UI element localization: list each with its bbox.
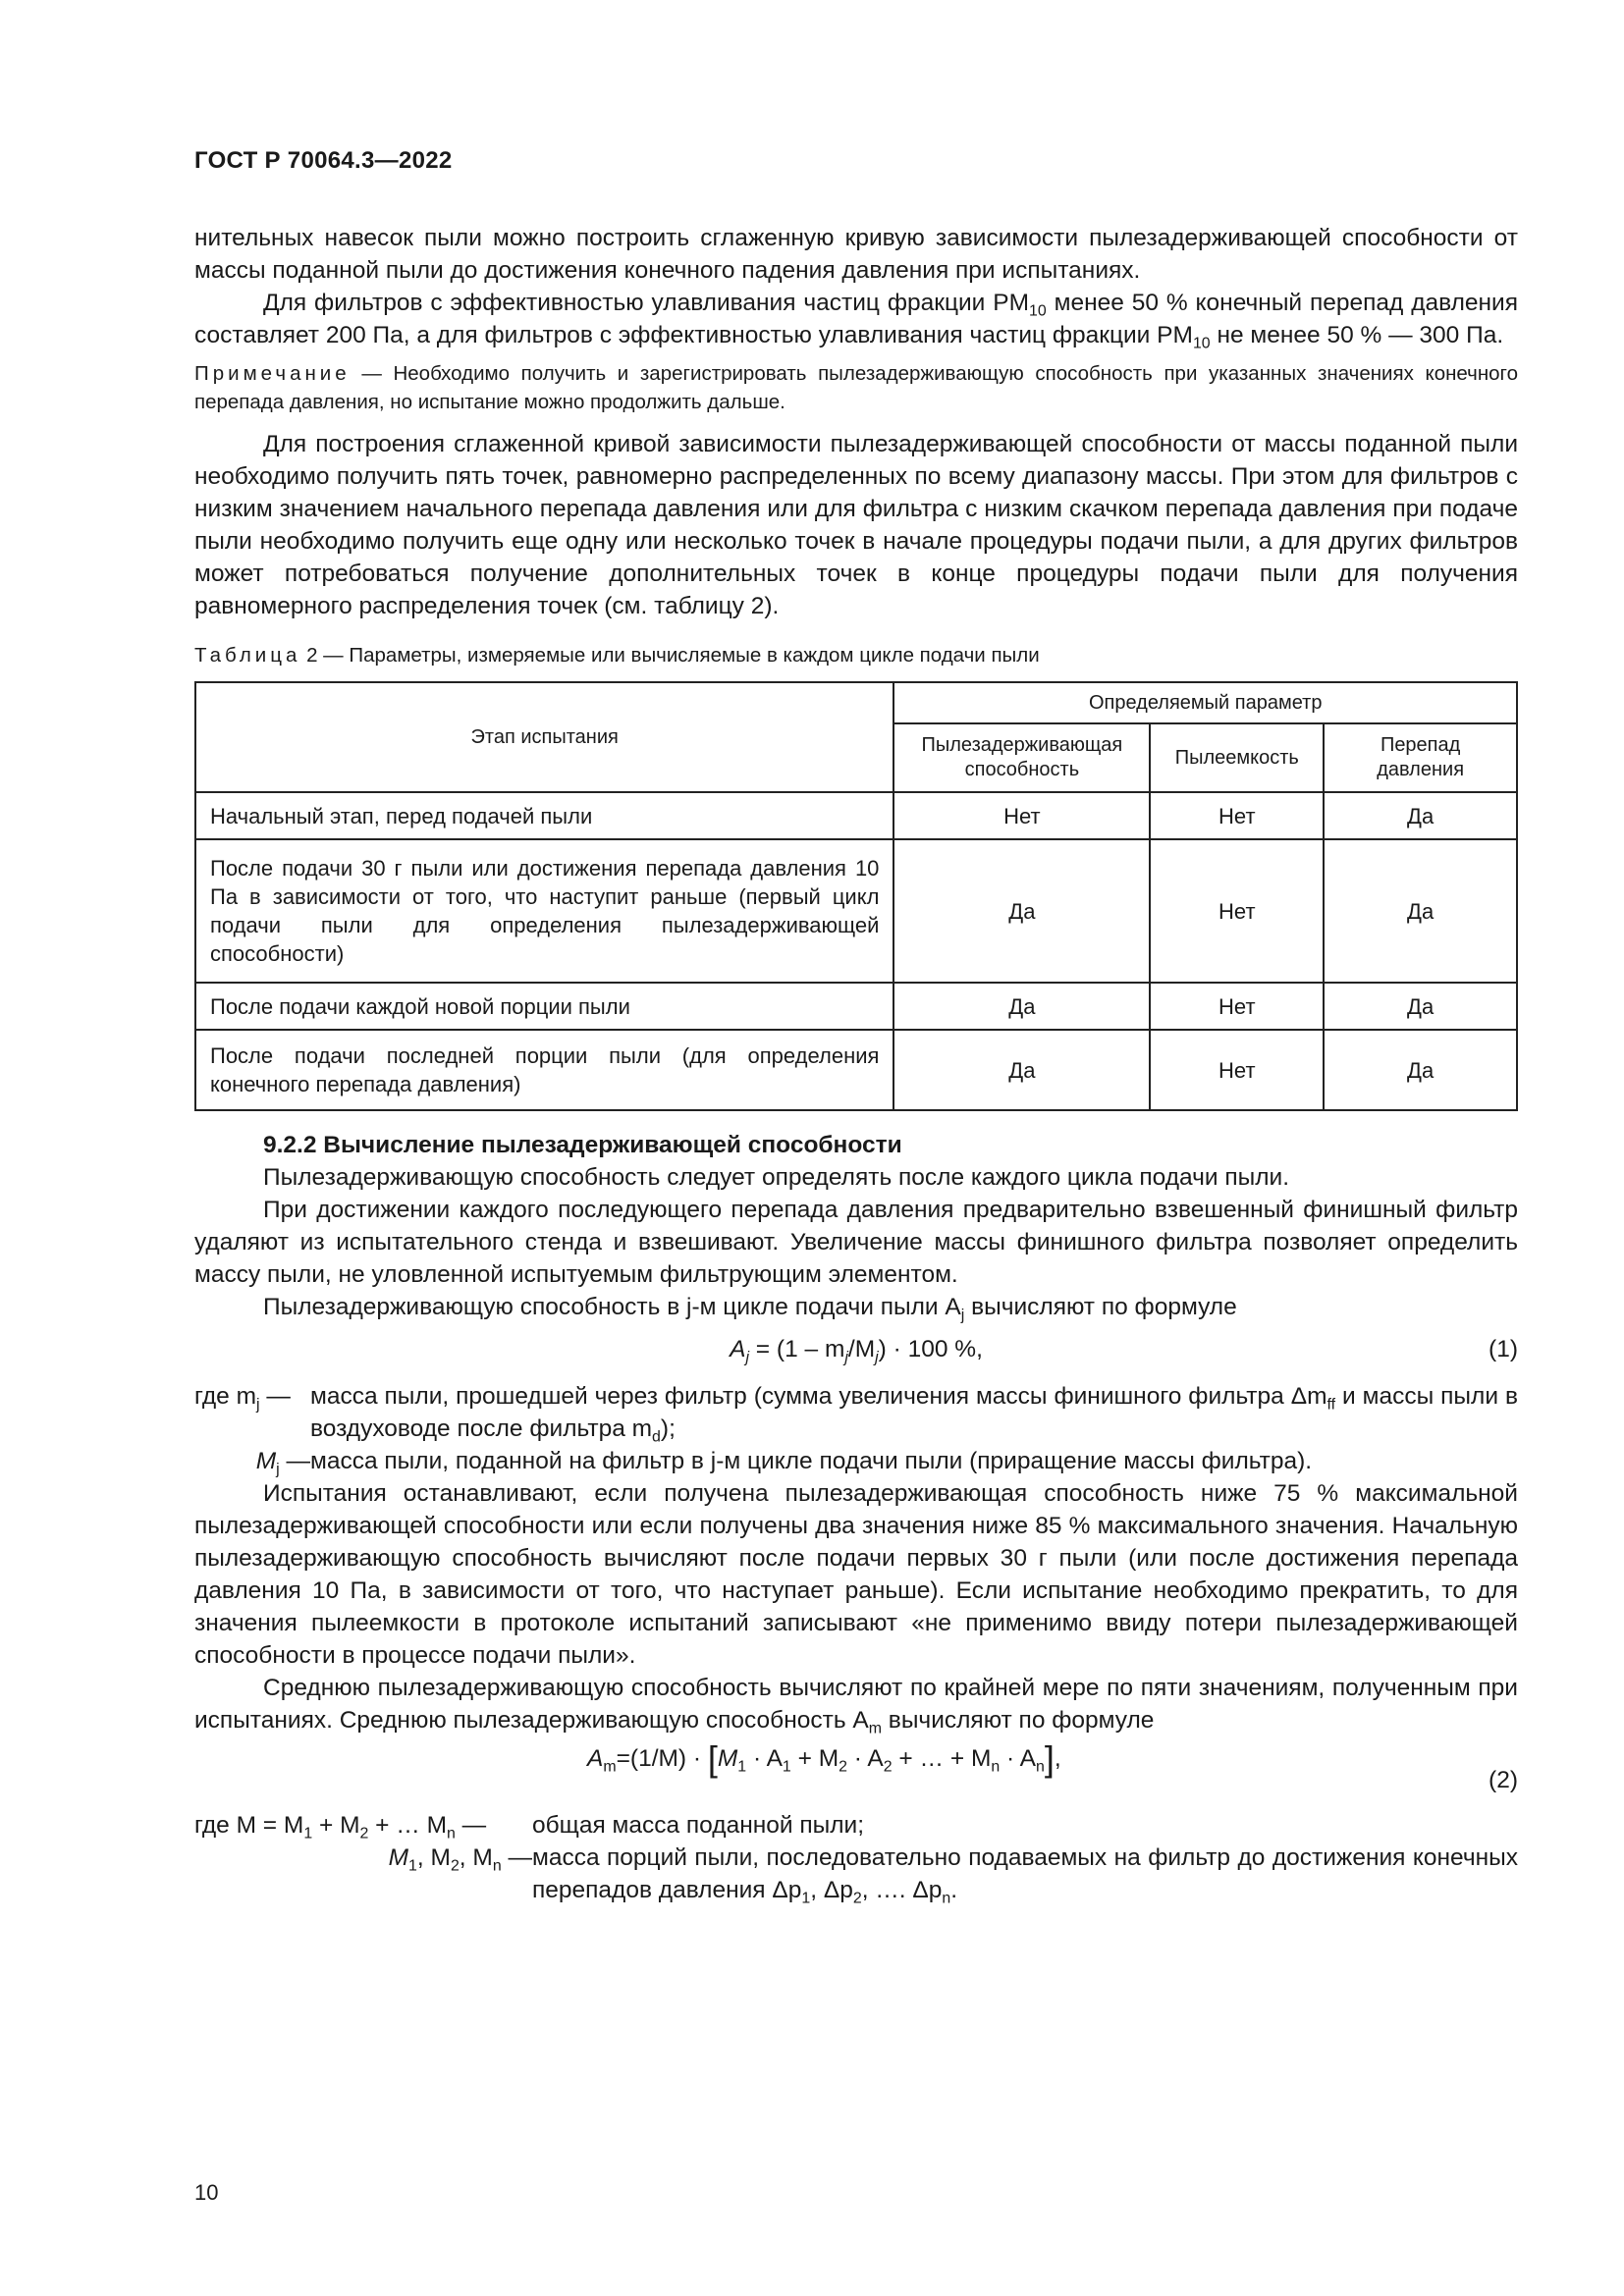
paragraph-formula2-intro: Среднюю пылезадерживающую способность вычисляют по крайней мере по пяти значениям, полученным при испытаниях. Среднюю пылезадерживающую способность $A_m$ вычисляют по формуле [194,1675,1518,1737]
text-flow [194,222,1518,1906]
paragraph-final-pressure: Для фильтров с эффективностью улавливания частиц фракции $PM_{10}$ менее 50 % конечный перепад давления составляет 200 Па, а для фильтров с эффективностью улавливания частиц фракции $PM_{10}$ не менее 50 % — 300 Па. [194,290,1518,352]
table-row: После подачи каждой новой порции пыли Да Нет Да [195,983,1517,1030]
formula-2-number: (2) [1489,1767,1518,1793]
paragraph-formula1-intro: Пылезадерживающую способность в j-м цикле подачи пыли $A_j$ вычисляют по формуле [263,1294,1237,1324]
table-header-retention: Пылезадерживающая способность [893,723,1150,792]
paragraph-stop-test: Испытания останавливают, если получена пылезадерживающая способность ниже 75 % максимальной пылезадерживающей способности или если получены два значения ниже 85 % максимального значения. Начальную пылезадерживающую способность вычисляют после подачи первых 30 г пыли (или после достижения перепада давления 10 Па, в зависимости от того, что наступает раньше). Если испытание необходимо прекратить, то для значения пылеемкости в протоколе испытаний записывают «не применимо ввиду потери пылезадерживающей способности в процессе подачи пыли». [194,1480,1518,1669]
formula-1: $A_j = (1 - m_j/M_j) \cdot 100$ %, (1) [194,1329,1518,1372]
table-header-stage: Этап испытания [195,682,893,792]
note: Примечание — Необходимо получить и зарегистрировать пылезадерживающую способность при указанных значениях конечного перепада давления, но испытание можно продолжить дальше. [194,362,1518,413]
table-caption: Таблица 2 — Параметры, измеряемые или вычисляемые в каждом цикле подачи пыли [194,644,1040,667]
table-header-pressure: Перепад давления [1324,723,1517,792]
table-row: После подачи 30 г пыли или достижения перепада давления 10 Па в зависимости от того, что наступит раньше (первый цикл подачи пыли для определения пылезадерживающей способности) Да Нет Да [195,839,1517,983]
section-heading: 9.2.2 Вычисление пылезадерживающей способности [263,1132,902,1158]
paragraph-determine: Пылезадерживающую способность следует определять после каждого цикла подачи пыли. [263,1164,1290,1191]
document-header: ГОСТ Р 70064.3—2022 [194,147,453,174]
paragraph-smoothed-curve: Для построения сглаженной кривой зависимости пылезадерживающей способности от массы поданной пыли необходимо получить пять точек, равномерно распределенных по всему диапазону массы. При этом для фильтров с низким значением начального перепада давления или для фильтра с низким скачком перепада давления при подаче пыли необходимо получить еще одну или несколько точек в начале процедуры подачи пыли, а для других фильтров может потребоваться получение дополнительных точек в конце процедуры подачи пыли для получения равномерного распределения точек (см. таблицу 2). [194,431,1518,619]
where-clause-4: $M_1$, $M_2$, $M_n$ — масса порций пыли, последовательно подаваемых на фильтр до достижения конечных перепадов давления $\Delta p_1$, $\Delta p_2$, …. $\Delta p_n$. [388,1844,1518,1907]
where-clause-3: где $M = M_1 + M_2$ + … $M_n$ — общая масса поданной пыли; [194,1812,865,1842]
page-number: 10 [194,2180,219,2205]
table-header-group: Определяемый параметр [893,682,1517,723]
note-label: Примечание [194,362,351,385]
table-row: После подачи последней порции пыли (для определения конечного перепада давления) Да Нет Да [195,1030,1517,1110]
formula-2: $A_m=(1/M) \cdot [M_1 \cdot A_1 + M_2 \cdot A_2$ + … + $M_n \cdot A_n$], (2) [194,1742,1518,1801]
table-header-capacity: Пылеемкость [1150,723,1324,792]
paragraph-continuation: нительных навесок пыли можно построить сглаженную кривую зависимости пылезадерживающей способности от массы поданной пыли до достижения конечного падения давления при испытаниях. [194,225,1518,284]
where-clause-2: $M_j$ — масса пыли, поданной на фильтр в j-м цикле подачи пыли (приращение массы фильтра). [255,1448,1313,1478]
formula-1-number: (1) [1489,1336,1518,1362]
where-clause-1: где $m_j$ — масса пыли, прошедшей через фильтр (сумма увеличения массы финишного фильтра $\Delta m_{ff}$ и массы пыли в воздуховоде после фильтра $m_d$); [194,1383,1518,1446]
paragraph-final-filter: При достижении каждого последующего перепада давления предварительно взвешенный финишный фильтр удаляют из испытательного стенда и взвешивают. Увеличение массы финишного фильтра позволяет определить массу пыли, не уловленной испытуемым фильтрующим элементом. [194,1197,1518,1288]
table-row: Начальный этап, перед подачей пыли Нет Нет Да [195,792,1517,839]
parameters-table [194,681,1518,1111]
